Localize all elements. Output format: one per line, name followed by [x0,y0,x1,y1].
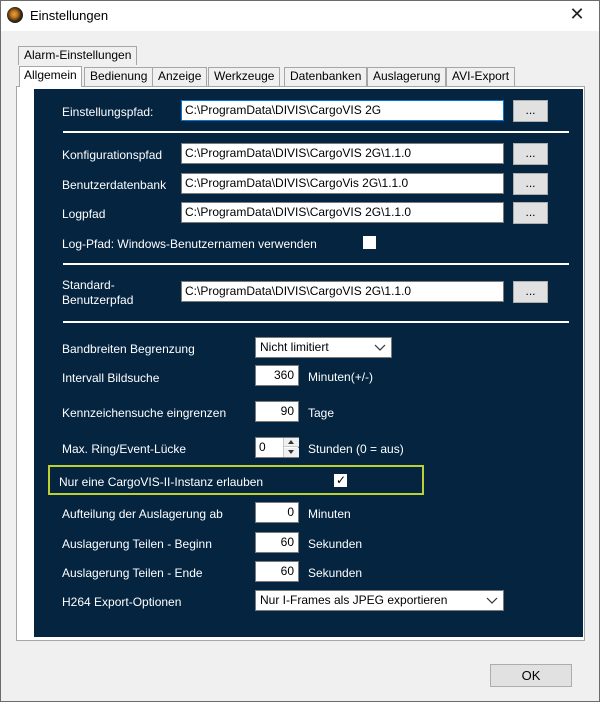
spinner-buttons [283,438,298,457]
log-windows-user-label: Log-Pfad: Windows-Benutzernamen verwenden [62,237,317,251]
standard-benutzerpfad-label-line1: Standard- [62,278,115,292]
konfigurationspfad-browse-button[interactable]: ... [513,143,548,165]
checkmark-icon: ✓ [335,473,347,487]
spinner-down-button[interactable] [284,448,299,457]
tab-auslagerung[interactable]: Auslagerung [367,67,446,86]
logpfad-field[interactable]: C:\ProgramData\DIVIS\CargoVIS 2G\1.1.0 [181,202,504,223]
tab-datenbanken[interactable]: Datenbanken [284,67,367,86]
standard-benutzerpfad-browse-button[interactable]: ... [513,281,548,303]
tab-werkzeuge[interactable]: Werkzeuge [208,67,280,86]
benutzerdatenbank-browse-button[interactable]: ... [513,173,548,195]
tab-avi-export[interactable]: AVI-Export [446,67,515,86]
kennzeichen-unit: Tage [308,406,335,420]
arrow-up-icon [288,440,294,444]
standard-benutzerpfad-field[interactable]: C:\ProgramData\DIVIS\CargoVIS 2G\1.1.0 [181,281,504,302]
ring-luecke-value: 0 [259,440,266,454]
single-instance-checkbox[interactable] [334,474,347,487]
konfigurationspfad-label: Konfigurationspfad [62,148,163,162]
intervall-label: Intervall Bildsuche [62,371,160,385]
intervall-field[interactable]: 360 [255,365,299,386]
title-bar [1,1,599,31]
standard-benutzerpfad-label-line2: Benutzerpfad [62,293,134,307]
aufteilung-unit: Minuten [308,507,351,521]
benutzerdatenbank-label: Benutzerdatenbank [62,178,167,192]
window-title: Einstellungen [30,8,109,23]
chevron-down-icon [373,338,387,357]
cargovis-app-icon [7,7,23,23]
h264-label: H264 Export-Optionen [62,595,182,609]
logpfad-label: Logpfad [62,207,106,221]
h264-dropdown[interactable] [255,590,504,611]
section-divider [63,131,569,133]
log-windows-user-checkbox[interactable] [363,236,376,249]
spinner-up-button[interactable] [284,438,299,447]
h264-selected-value: Nur I-Frames als JPEG exportieren [260,593,448,607]
einstellungspfad-browse-button[interactable]: ... [513,100,548,122]
teilen-ende-label: Auslagerung Teilen - Ende [62,566,203,580]
teilen-ende-field[interactable]: 60 [255,561,299,582]
tab-alarm-einstellungen[interactable]: Alarm-Einstellungen [18,46,137,65]
ring-luecke-unit: Stunden (0 = aus) [308,442,404,456]
aufteilung-label: Aufteilung der Auslagerung ab [62,507,223,521]
ring-luecke-label: Max. Ring/Event-Lücke [62,442,187,456]
section-divider [63,263,569,265]
kennzeichen-label: Kennzeichensuche eingrenzen [62,406,227,420]
teilen-ende-unit: Sekunden [308,566,363,580]
bandbreite-selected-value: Nicht limitiert [260,340,329,354]
bandbreite-label: Bandbreiten Begrenzung [62,342,195,356]
tab-anzeige[interactable]: Anzeige [152,67,207,86]
teilen-beginn-label: Auslagerung Teilen - Beginn [62,537,212,551]
einstellungspfad-label: Einstellungspfad: [62,105,154,119]
section-divider [63,321,569,323]
kennzeichen-field[interactable]: 90 [255,401,299,422]
single-instance-label: Nur eine CargoVIS-II-Instanz erlauben [59,475,264,489]
close-icon[interactable]: ✕ [569,4,585,25]
teilen-beginn-unit: Sekunden [308,537,363,551]
benutzerdatenbank-field[interactable]: C:\ProgramData\DIVIS\CargoVis 2G\1.1.0 [181,173,504,194]
einstellungspfad-field[interactable]: C:\ProgramData\DIVIS\CargoVIS 2G [181,100,504,121]
tab-bedienung[interactable]: Bedienung [84,67,153,86]
intervall-unit: Minuten(+/-) [308,370,374,384]
settings-content-area [34,89,583,637]
ok-button[interactable]: OK [490,664,572,687]
arrow-down-icon [288,450,294,454]
logpfad-browse-button[interactable]: ... [513,202,548,224]
teilen-beginn-field[interactable]: 60 [255,532,299,553]
ring-luecke-spinner[interactable] [255,437,299,458]
konfigurationspfad-field[interactable]: C:\ProgramData\DIVIS\CargoVIS 2G\1.1.0 [181,143,504,164]
tab-allgemein[interactable]: Allgemein [19,66,82,87]
chevron-down-icon [485,591,499,610]
aufteilung-field[interactable]: 0 [255,502,299,523]
bandbreite-dropdown[interactable] [255,337,392,358]
